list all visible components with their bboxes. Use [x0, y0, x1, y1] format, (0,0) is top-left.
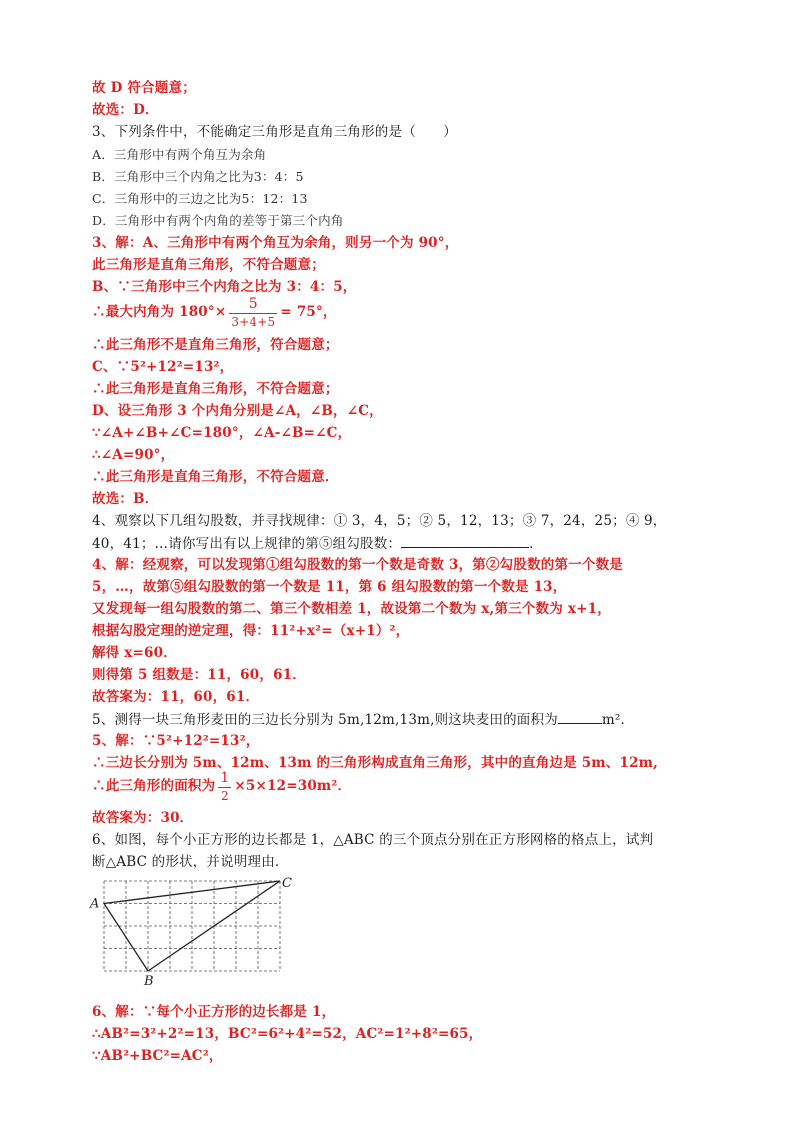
solution-line: 3、解：A、三角形中有两个角互为余角，则另一个为 90°，	[92, 235, 459, 251]
fraction-suffix: = 75°，	[280, 304, 337, 320]
solution-line-fraction	[92, 768, 351, 804]
question-4-cont	[92, 533, 543, 554]
option-d: D．三角形中有两个内角的差等于第三个内角	[92, 213, 344, 228]
fraction-denominator: 3+4+5	[231, 315, 276, 329]
solution-line: ∴此三角形是直角三角形，不符合题意；	[92, 381, 339, 397]
solution-line-fraction	[92, 294, 337, 330]
label-b: B	[144, 974, 154, 989]
question-3: 3、下列条件中，不能确定三角形是直角三角形的是（ ）	[92, 124, 457, 140]
solution-line: 6、解：∵每个小正方形的边长都是 1，	[92, 1004, 336, 1020]
question-4: 4、观察以下几组勾股数，并寻找规律：① 3，4，5；② 5，12，13；③ 7，24，25；④ 9，	[92, 513, 667, 529]
text-line: 故 D 符合题意；	[92, 80, 196, 96]
solution-line: 根据勾股定理的逆定理，得：11²+x²=（x+1）²，	[92, 623, 410, 639]
solution-line: ∵∠A+∠B+∠C=180°，∠A-∠B=∠C，	[92, 425, 352, 441]
fraction-prefix: ∴最大内角为 180°×	[92, 304, 227, 320]
solution-line: 故选：B．	[92, 491, 159, 507]
solution-line: 故答案为：30．	[92, 810, 194, 826]
solution-line: 此三角形是直角三角形，不符合题意；	[92, 257, 325, 273]
fraction	[218, 769, 231, 804]
triangle-grid-figure	[88, 870, 292, 990]
question-5-end: m²．	[601, 712, 635, 728]
solution-line: ∴此三角形不是直角三角形，符合题意；	[92, 337, 339, 353]
solution-line: ∵AB²+BC²=AC²，	[92, 1048, 223, 1064]
label-c: C	[282, 876, 292, 891]
answer-blank[interactable]	[401, 533, 529, 548]
question-5-text: 5、测得一块三角形麦田的三边长分别为 5m,12m,13m,则这块麦田的面积为	[92, 712, 558, 728]
answer-blank[interactable]	[558, 709, 602, 724]
question-6-cont: 断△ABC 的形状，并说明理由．	[92, 854, 289, 870]
fraction-numerator: 1	[220, 770, 230, 786]
question-4-end: ．	[529, 536, 543, 552]
fraction-denominator: 2	[220, 789, 229, 803]
solution-line: B、∵三角形中三个内角之比为 3：4：5，	[92, 279, 357, 295]
solution-line: 5，…，故第⑤组勾股数的第一个数是 11，第 6 组勾股数的第一个数是 13，	[92, 579, 567, 595]
fraction-prefix: ∴此三角形的面积为	[92, 778, 216, 794]
solution-line: 则得第 5 组数是：11，60，61．	[92, 667, 306, 683]
question-5	[92, 709, 634, 730]
fraction	[229, 295, 277, 330]
solution-line: C、∵5²+12²=13²，	[92, 359, 234, 375]
solution-line: ∴此三角形是直角三角形，不符合题意．	[92, 469, 339, 485]
fraction-suffix: ×5×12=30m²．	[234, 778, 352, 794]
solution-line: 故答案为：11，60，61．	[92, 689, 260, 705]
question-6: 6、如图，每个小正方形的边长都是 1，△ABC 的三个顶点分别在正方形网格的格点上，试判	[92, 832, 654, 848]
solution-line: 4、解：经观察，可以发现第①组勾股数的第一个数是奇数 3，第②勾股数的第一个数是	[92, 557, 623, 573]
option-c: C．三角形中的三边之比为5：12：13	[92, 191, 308, 206]
label-a: A	[90, 896, 100, 912]
solution-line: 又发现每一组勾股数的第二、第三个数相差 1，故设第二个数为 x,第三个数为 x+1，	[92, 601, 611, 617]
solution-line: 解得 x=60．	[92, 645, 177, 661]
fraction-numerator: 5	[229, 295, 277, 314]
solution-line: ∴AB²=3²+2²=13，BC²=6²+4²=52，AC²=1²+8²=65，	[92, 1026, 483, 1042]
text-line: 故选：D．	[92, 102, 159, 118]
solution-line: D、设三角形 3 个内角分别是∠A，∠B，∠C，	[92, 403, 383, 419]
solution-line: ∴∠A=90°，	[92, 447, 175, 463]
option-b: B．三角形中三个内角之比为3：4：5	[92, 169, 304, 184]
grid	[104, 881, 280, 971]
solution-line: ∴三边长分别为 5m、12m、13m 的三角形构成直角三角形，其中的直角边是 5m、12m,	[92, 755, 659, 771]
option-a: A．三角形中有两个角互为余角	[92, 147, 267, 162]
question-4-text: 40，41；…请你写出有以上规律的第⑤组勾股数：	[92, 536, 402, 552]
solution-line: 5、解：∵5²+12²=13²，	[92, 733, 260, 749]
